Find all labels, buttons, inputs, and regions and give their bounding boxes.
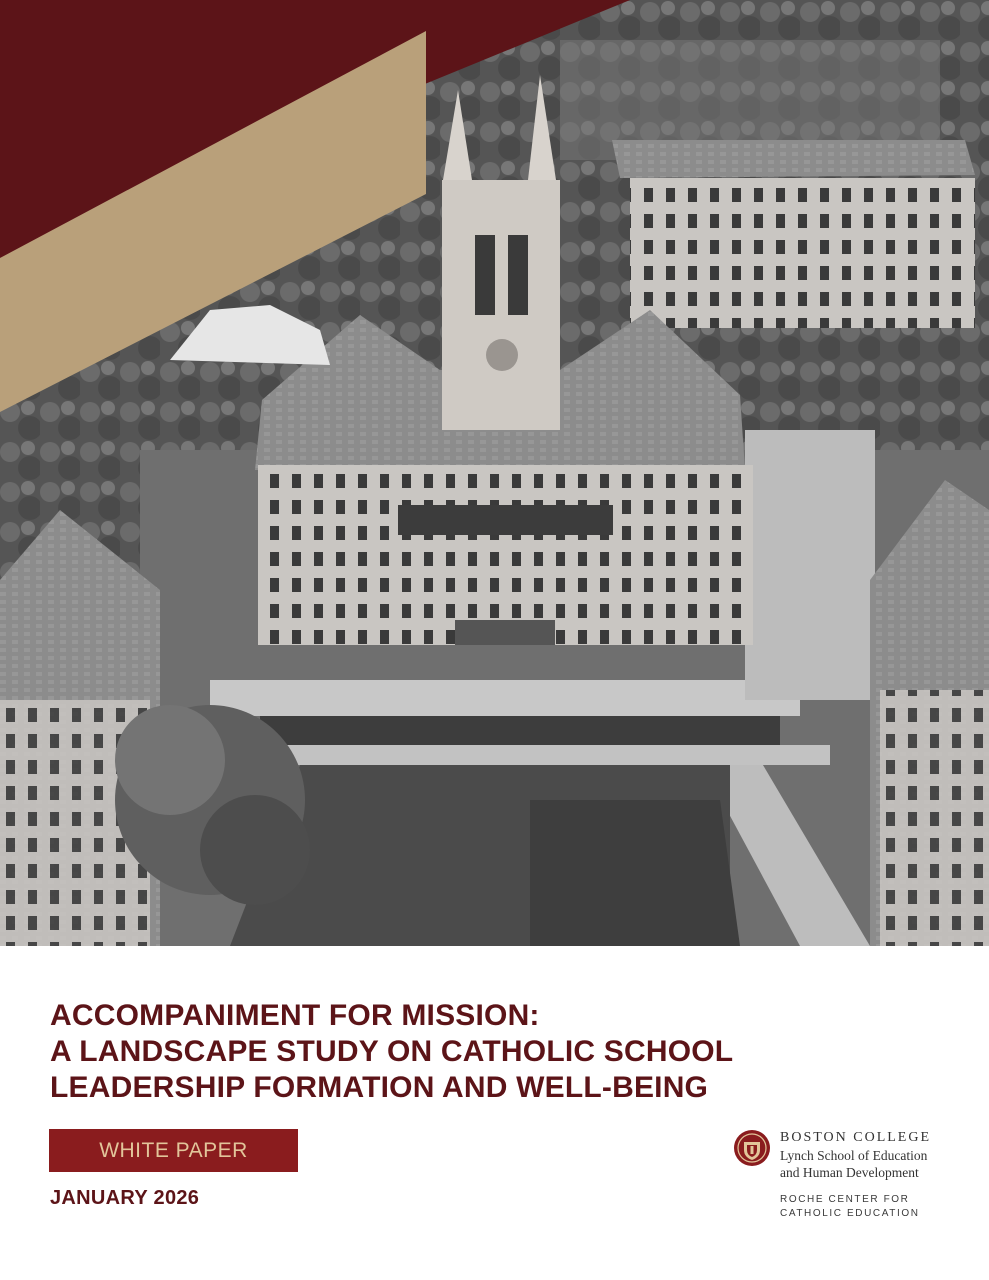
boston-college-logo	[733, 1128, 973, 1228]
logo-name: BOSTON COLLEGE	[780, 1130, 932, 1145]
publication-date: JANUARY 2026	[50, 1187, 200, 1209]
center-name-line: ROCHE CENTER FOR	[780, 1194, 910, 1205]
center-name-line: CATHOLIC EDUCATION	[780, 1208, 920, 1219]
boston-college-seal-icon	[733, 1129, 771, 1167]
white-paper-badge: WHITE PAPER	[49, 1129, 298, 1172]
school-name-line: and Human Development	[780, 1165, 919, 1180]
title-line: ACCOMPANIMENT FOR MISSION:	[50, 999, 540, 1032]
title-line: A LANDSCAPE STUDY ON CATHOLIC SCHOOL	[50, 1035, 734, 1068]
school-name-line: Lynch School of Education	[780, 1148, 928, 1163]
title-line: LEADERSHIP FORMATION AND WELL-BEING	[50, 1071, 709, 1104]
page-title	[50, 998, 733, 1106]
